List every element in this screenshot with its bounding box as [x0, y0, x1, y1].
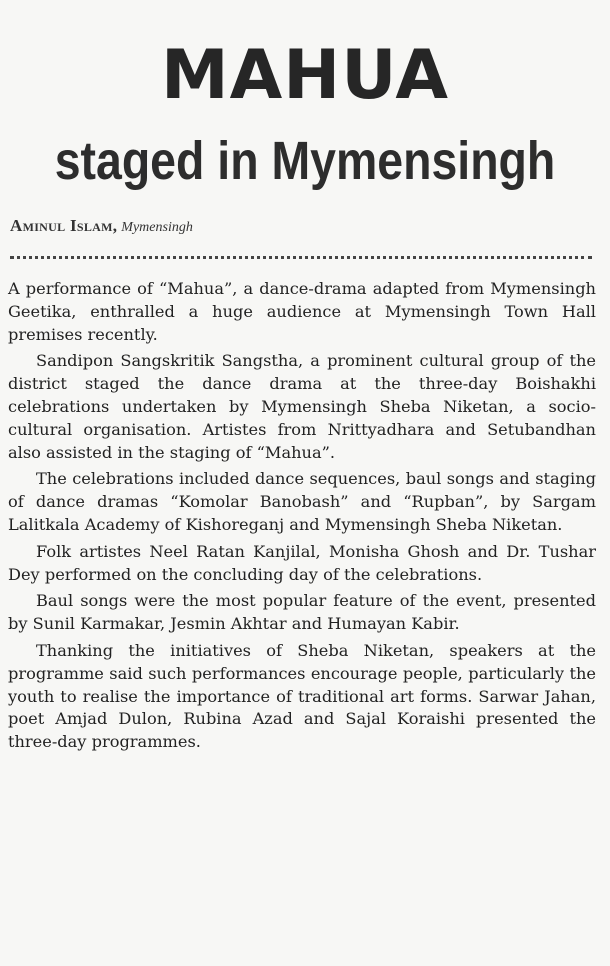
paragraph-5: Baul songs were the most popular feature of the event, presented by Sunil Karmakar, Jesmin Akhtar and Humayan Kabir. — [8, 591, 596, 634]
byline — [10, 216, 193, 238]
byline-author: Aminul Islam, — [10, 216, 118, 235]
paragraph-6: Thanking the initiatives of Sheba Niketan, speakers at the programme said such performances encourage people, particularly the youth to realise the importance of traditional art forms. Sarwar Jahan, poet Amjad Dulon, Rubina Azad and Sajal Koraishi presented the three-day programmes. — [8, 640, 596, 752]
dotted-divider — [10, 256, 592, 259]
paragraph-3: The celebrations included dance sequences, baul songs and staging of dance dramas “Komolar Banobash” and “Rupban”, by Sargam Lalitkala Academy of Kishoreganj and Mymensingh Sheba Niketan. — [8, 469, 596, 534]
headline: MAHUA — [161, 36, 449, 115]
byline-location: Mymensingh — [121, 220, 193, 235]
paragraph-1: A performance of “Mahua”, a dance-drama adapted from Mymensingh Geetika, enthralled a huge audience at Mymensingh Town Hall premises recently. — [8, 279, 596, 344]
subheadline: staged in Mymensingh — [54, 131, 556, 191]
paragraph-2: Sandipon Sangskritik Sangstha, a prominent cultural group of the district staged the dance drama at the three-day Boishakhi celebrations undertaken by Mymensingh Sheba Niketan, a socio-cultural organisation. Artistes from Nrittyadhara and Setubandhan also assisted in the staging of “Mahua”. — [8, 351, 596, 462]
article-body — [8, 278, 596, 758]
paragraph-4: Folk artistes Neel Ratan Kanjilal, Monisha Ghosh and Dr. Tushar Dey performed on the concluding day of the celebrations. — [8, 541, 596, 584]
